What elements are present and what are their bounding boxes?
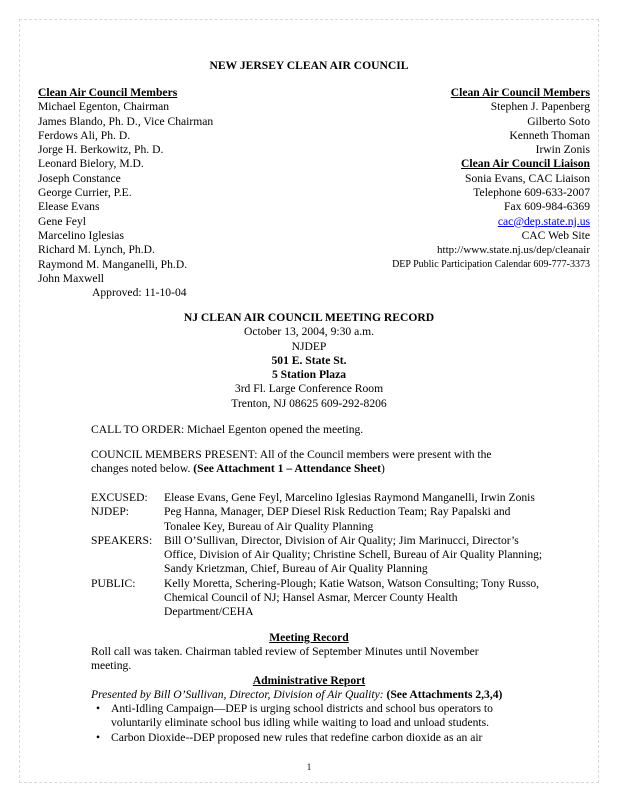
bullet-item: • Carbon Dioxide--DEP proposed new rules that redefine carbon dioxide as an air	[91, 731, 531, 745]
meeting-header	[0, 311, 618, 411]
meeting-org: NJDEP	[291, 339, 327, 353]
admin-bullets	[91, 702, 531, 745]
liaison-telephone: Telephone 609-633-2007	[473, 186, 590, 200]
attendance-text: Elease Evans, Gene Feyl, Marcelino Iglesias Raymond Manganelli, Irwin Zonis	[164, 491, 535, 504]
attendance-label: PUBLIC:	[91, 576, 136, 590]
attendance-label: SPEAKERS:	[91, 533, 153, 547]
attendance-list	[91, 491, 546, 620]
member-name: Leonard Bielory, M.D.	[38, 157, 144, 171]
right-members-block	[300, 86, 590, 272]
council-title: NEW JERSEY CLEAN AIR COUNCIL	[209, 59, 409, 72]
meeting-address-1: 501 E. State St.	[271, 353, 347, 367]
liaison-heading: Clean Air Council Liaison	[461, 157, 590, 171]
participation-calendar: DEP Public Participation Calendar 609-777-3373	[392, 258, 590, 270]
member-name: Richard M. Lynch, Ph.D.	[38, 243, 155, 257]
member-name: Ferdows Ali, Ph. D.	[38, 128, 131, 142]
liaison-email-link[interactable]: cac@dep.state.nj.us	[497, 214, 590, 228]
website-url[interactable]: http://www.state.nj.us/dep/cleanair	[437, 244, 590, 257]
member-name: Raymond M. Manganelli, Ph.D.	[38, 257, 188, 271]
attendance-label: EXCUSED:	[91, 491, 148, 504]
meeting-record-heading: Meeting Record	[269, 631, 349, 644]
member-name: Joseph Constance	[38, 171, 121, 185]
member-name: James Blando, Ph. D., Vice Chairman	[38, 114, 214, 128]
member-name: Irwin Zonis	[535, 143, 590, 157]
member-name: Gene Feyl	[38, 214, 86, 228]
member-name: Stephen J. Papenberg	[490, 100, 590, 114]
presented-by-text: Presented by Bill O’Sullivan, Director, Division of Air Quality:	[91, 688, 387, 701]
liaison-fax: Fax 609-984-6369	[504, 200, 590, 214]
member-name: Gilberto Soto	[527, 114, 590, 128]
attendance-sheet-ref: (See Attachment 1 – Attendance Sheet	[193, 462, 382, 476]
left-members-heading: Clean Air Council Members	[38, 86, 178, 99]
left-members-block	[38, 86, 318, 300]
member-name: Michael Egenton, Chairman	[38, 100, 170, 114]
meeting-address-2: 5 Station Plaza	[271, 368, 347, 382]
member-name: John Maxwell	[38, 271, 105, 285]
meeting-title: NJ CLEAN AIR COUNCIL MEETING RECORD	[183, 311, 435, 324]
attendance-label: NJDEP:	[91, 505, 130, 519]
meeting-date: October 13, 2004, 9:30 a.m.	[243, 325, 375, 339]
presented-attachments: (See Attachments 2,3,4)	[386, 688, 503, 701]
right-members-heading: Clean Air Council Members	[450, 86, 590, 99]
meeting-room: 3rd Fl. Large Conference Room	[234, 382, 384, 396]
member-name: Elease Evans	[38, 200, 100, 214]
attendance-text: Peg Hanna, Manager, DEP Diesel Risk Reduction Team; Ray Papalski and Tonalee Key, Bureau of Air Quality Planning	[164, 505, 511, 533]
call-to-order: CALL TO ORDER: Michael Egenton opened the meeting.	[91, 423, 364, 436]
approved-date: Approved: 11-10-04	[92, 286, 187, 300]
members-present-text: COUNCIL MEMBERS PRESENT: All of the Council members were present with the changes noted below.	[91, 448, 492, 476]
bullet-item: • Anti-Idling Campaign—DEP is urging school districts and school bus operators to voluntarily eliminate school bus idling while waiting to load and unload students.	[91, 702, 531, 731]
member-name: Jorge H. Berkowitz, Ph. D.	[38, 143, 164, 157]
meeting-city: Trenton, NJ 08625 609-292-8206	[231, 396, 387, 410]
page-number: 1	[306, 762, 312, 772]
website-label: CAC Web Site	[521, 228, 590, 242]
members-present	[91, 448, 521, 477]
member-name: Kenneth Thoman	[509, 128, 590, 142]
roll-call: Roll call was taken. Chairman tabled review of September Minutes until November meeting.	[91, 645, 479, 673]
administrative-report-heading: Administrative Report	[252, 674, 366, 687]
attendance-row-speakers	[91, 534, 546, 577]
attendance-row-public	[91, 577, 546, 620]
attendance-row-excused	[91, 491, 546, 505]
members-present-close: )	[381, 462, 385, 476]
liaison-name: Sonia Evans, CAC Liaison	[465, 171, 590, 185]
presented-by	[91, 688, 502, 702]
attendance-text: Bill O’Sullivan, Director, Division of Air Quality; Jim Marinucci, Director’s Office, Division of Air Quality; Christine Schell, Bureau of Air Quality Planning; Sandy Krietzman, Chief, Bureau of Air Quality Planning	[164, 533, 543, 576]
member-name: George Currier, P.E.	[38, 186, 132, 200]
attendance-text: Kelly Moretta, Schering-Plough; Katie Watson, Watson Consulting; Tony Russo, Chemical Council of NJ; Hansel Asmar, Mercer County Health Department/CEHA	[164, 576, 540, 619]
attendance-row-njdep	[91, 505, 546, 534]
member-name: Marcelino Iglesias	[38, 228, 124, 242]
